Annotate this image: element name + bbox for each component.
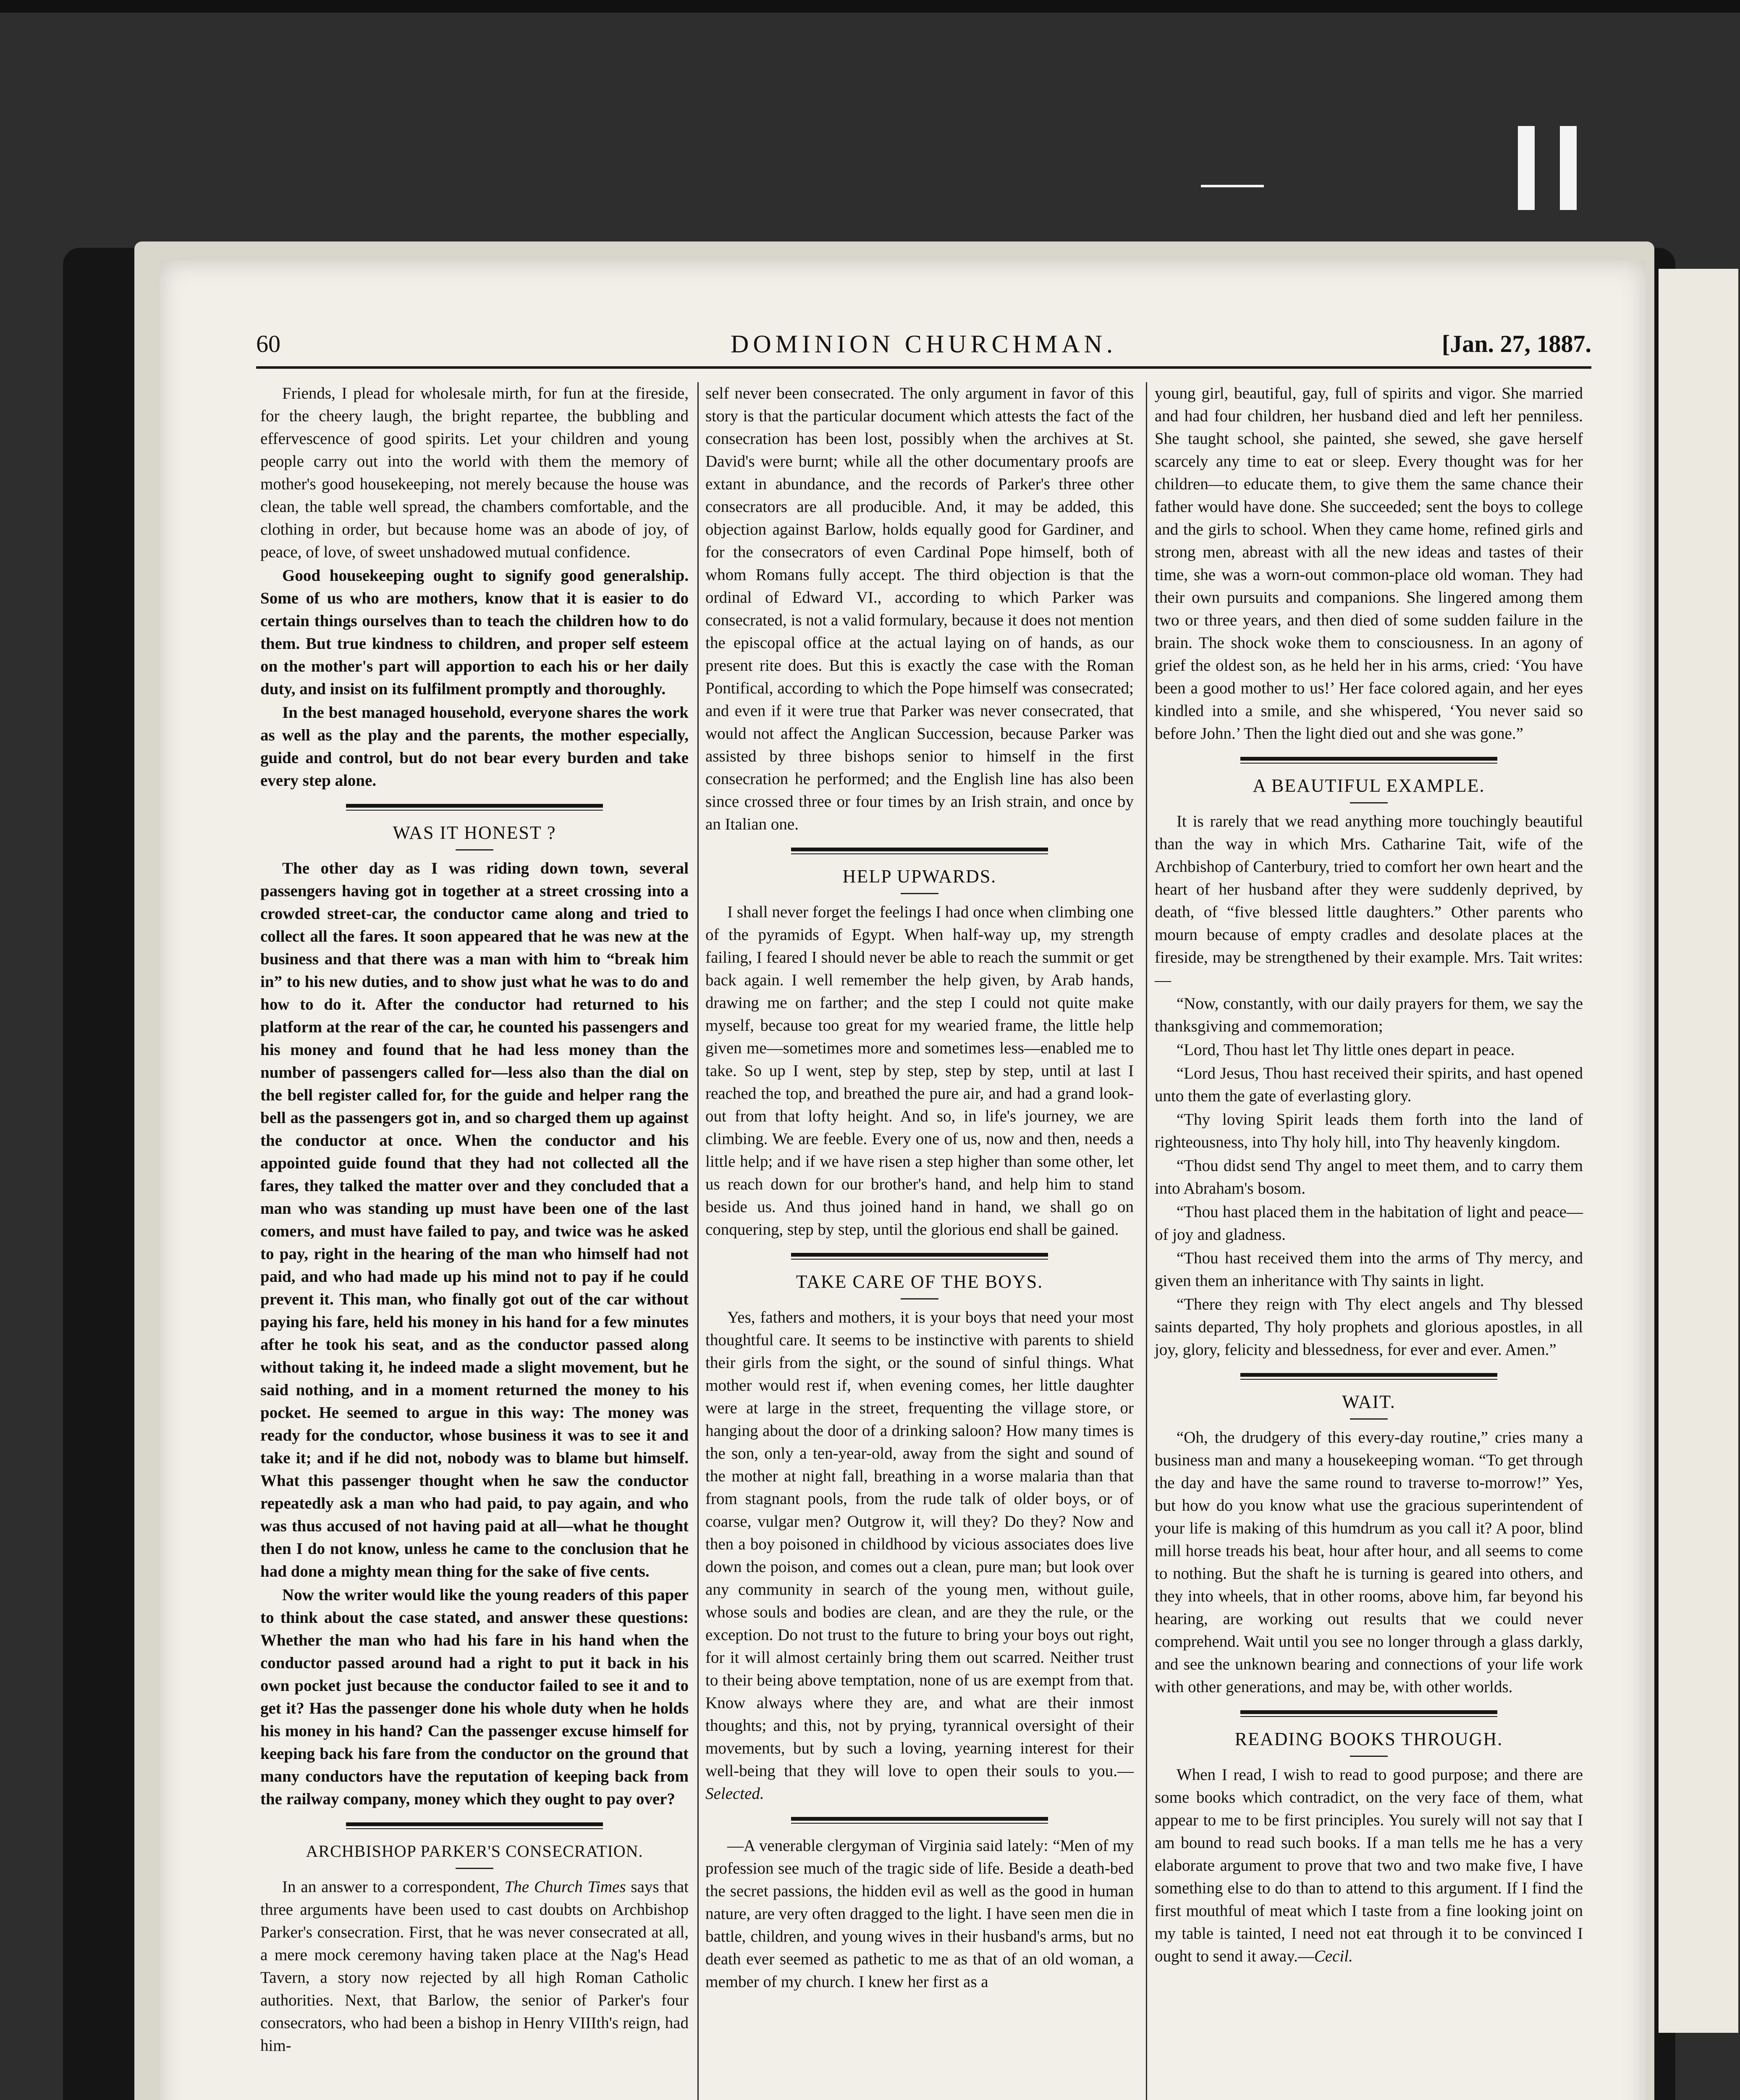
heading-help-upwards: HELP UPWARDS.: [842, 866, 997, 887]
text-run: When I read, I wish to read to good purpose; and there are some books which contradict, on the very face of them, what appear to me to be first principles. You surely will not say that I am bound to read such books. If a man tells me he has a very elaborate argument to prove that two and two make five, I have something else to do than to attend to this argument. If I find the first mouthful of meat which I taste from a fine looking joint on my table is tainted, I need not eat through it to be convinced I ought to send it away.—: [1155, 1766, 1583, 1965]
facing-page-edge: [1659, 269, 1738, 2033]
heading-reading-books-through: READING BOOKS THROUGH.: [1234, 1729, 1503, 1749]
paragraph: —A venerable clergyman of Virginia said lately: “Men of my profession see much of the tragic side of life. Beside a death-bed the secret passions, the hidden evil as well as the good in human nature, are very often dragged to the light. I have seen men die in battle, children, and young wives in their husband's arms, but no death ever seemed as pathetic to me as that of an old woman, a member of my church. I knew her first as a: [705, 1837, 1134, 1991]
quote-line: “There they reign with Thy elect angels and Thy blessed saints departed, Thy holy prophets and glorious apostles, in all joy, glory, felicity and blessedness, for ever and ever. Amen.”: [1155, 1295, 1583, 1359]
quote-line: “Lord, Thou hast let Thy little ones depart in peace.: [1177, 1041, 1515, 1059]
quote-line: “Thou hast placed them in the habitation of light and peace—of joy and gladness.: [1155, 1203, 1583, 1244]
paragraph: In the best managed household, everyone shares the work as well as the play and the parents, the mother especially, guide and control, but do not bear every burden and take every step alone.: [260, 704, 689, 790]
section-separator: [1240, 1373, 1497, 1380]
scan-mark-dash: [1201, 185, 1264, 187]
page-header: [256, 330, 1591, 376]
paragraph: It is rarely that we read anything more touchingly beautiful than the way in which Mrs. Catharine Tait, wife of the Archbishop of Canterbury, tried to comfort her own heart and the heart of her husband after they were suddenly deprived, by death, of “five blessed little daughters.” Other parents who mourn because of empty cradles and desolate places at the fireside, may be strengthened by their example. Mrs. Tait writes:—: [1155, 812, 1583, 989]
heading-underline: [1350, 1418, 1388, 1420]
section-separator: [346, 804, 603, 811]
header-rule: [256, 366, 1591, 369]
paragraph: [705, 1306, 1134, 1805]
signature: Cecil.: [1314, 1947, 1353, 1965]
scan-top-edge: [0, 0, 1740, 13]
section-separator: [346, 1822, 603, 1829]
quote-line: “Thy loving Spirit leads them forth into the land of righteousness, into Thy holy hill, into Thy heavenly kingdom.: [1155, 1110, 1583, 1151]
paragraph: The other day as I was riding down town, several passengers having got in together at a street crossing into a crowded street-car, the conductor came along and tried to collect all the fares. It soon appeared that he was new at the business and that there was a man with him to “break him in” to his new duties, and to show just what he was to do and how to do it. After the conductor had returned to his platform at the rear of the car, he counted his passengers and his money and found that he had less money than the number of passengers called for—less also than the dial on the bell register called for, for the guide and helper rang the bell as the passengers got in, and so charged them up against the conductor at once. When the conductor and his appointed guide found that they had not collected all the fares, they talked the matter over and they concluded that a man who was standing up must have been one of the last comers, and must have failed to pay, and twice was he asked to pay, right in the hearing of the man who himself had not paid, and who had made up his mind not to pay if he could prevent it. This man, who finally got out of the car without paying his fare, held his money in his hand for a few minutes after he took his seat, and as the conductor passed along without taking it, he indeed made a slight movement, but he said nothing, and in a moment returned the money to his pocket. He seemed to argue in this way: The money was ready for the conductor, whose business it was to see it and take it; and if he did not, nobody was to blame but himself. What this passenger thought when he saw the conductor repeatedly ask a man who had paid, to pay again, and who was thus accused of not having paid at all—what he thought then I do not know, unless he came to the conclusion that he had done a mighty mean thing for the sake of five cents.: [260, 859, 689, 1580]
text-run: In an answer to a correspondent,: [282, 1878, 505, 1896]
paragraph: [1155, 1764, 1583, 1968]
column-rule: [1146, 382, 1147, 2100]
paragraph: “Oh, the drudgery of this every-day routine,” cries many a business man and many a housekeeping woman. “To get through the day and have the same round to traverse to-morrow!” Yes, but how do you know what use the gracious superintendent of your life is making of this humdrum as you call it? A poor, blind mill horse treads his beat, hour after hour, and all seems to come to nothing. But the shaft he is turning is geared into others, and they into wheels, that in other rooms, above him, far beyond his hearing, are working out results that we could never comprehend. Wait until you see no longer through a glass darkly, and see the unknown bearing and connections of your life work with other generations, and may be, with other worlds.: [1155, 1428, 1583, 1696]
issue-date: [Jan. 27, 1887.: [1441, 330, 1591, 357]
heading-beautiful-example: A BEAUTIFUL EXAMPLE.: [1253, 775, 1485, 796]
paragraph: young girl, beautiful, gay, full of spirits and vigor. She married and had four children, her husband died and left her penniless. She taught school, she painted, she sewed, she gave herself scarcely any time to eat or sleep. Every thought was for her children—to educate them, to give them the same chance their father would have done. She succeeded; sent the boys to college and the girls to school. When they came home, refined girls and strong men, abreast with all the new ideas and tastes of their time, she was a worn-out common-place old woman. They had their own pursuits and companions. She lingered among them two or three years, and then died of some sudden failure in the brain. The shock woke them to consciousness. In an agony of grief the oldest son, as he held her in his arms, cried: ‘You have been a good mother to us!’ Her face colored again, and her eyes kindled into a smile, and she whispered, ‘You never said so before John.’ Then the light died out and she was gone.”: [1155, 384, 1583, 743]
heading-underline: [456, 1868, 493, 1869]
heading-underline: [456, 849, 493, 850]
column-2: [705, 382, 1134, 1993]
section-separator: [791, 1253, 1048, 1260]
paragraph: self never been consecrated. The only argument in favor of this story is that the particular document which attests the fact of the consecration has been lost, possibly when the archives at St. David's were burnt; while all the other documentary proofs are extant in abundance, and the records of Parker's three other consecrators are all producible. And, it may be added, this objection against Barlow, holds equally good for Gardiner, and for the consecrators of even Cardinal Pope himself, both of whom Romans fully accept. The third objection is that the ordinal of Edward VI., according to which Parker was consecrated, is not a valid formulary, because it does not mention the episcopal office at the actual laying on of hands, as our present rite does. But this is exactly the case with the Roman Pontifical, according to which the Pope himself was consecrated; and even if it were true that Parker was never consecrated, that would not affect the Anglican Succession, because Parker was assisted by three bishops senior to himself in the first consecration he performed; and the English line has also been since crossed three or four times by an Irish strain, and once by an Italian one.: [705, 384, 1134, 833]
paragraph: I shall never forget the feelings I had once when climbing one of the pyramids of Egypt. When half-way up, my strength failing, I feared I should never be able to reach the summit or get back again. I well remember the help given, by Arab hands, drawing me on farther; and the step I could not quite make myself, because too great for my wearied frame, the little help given me—sometimes more and sometimes less—enabled me to take. So up I went, step by step, step by step, until at last I reached the top, and breathed the pure air, and had a grand look-out from that lofty height. And so, in life's journey, we are climbing. We are feeble. Every one of us, now and then, needs a little help; and if we have risen a step higher than some other, let us reach down for our brother's hand, and help him to stand beside us. And thus joined hand in hand, we shall go on conquering, step by step, until the glorious end shall be gained.: [705, 903, 1134, 1239]
column-1: [260, 382, 689, 2057]
section-separator: [1240, 757, 1497, 764]
section-separator: [791, 848, 1048, 854]
column-rule: [697, 382, 699, 2100]
quote-line: “Thou hast received them into the arms of Thy mercy, and given them an inheritance with Thy saints in light.: [1155, 1249, 1583, 1290]
section-separator: [1240, 1710, 1497, 1717]
text-run: Yes, fathers and mothers, it is your boys that need your most thoughtful care. It seems to be instinctive with parents to shield their girls from the sight, or the sound of sinful things. What mother would rest if, when evening comes, her little daughter were at large in the street, frequenting the village store, or hanging about the door of a drinking saloon? How many times is the son, only a ten-year-old, away from the sight and sound of the mother at night fall, breathing in a worse malaria than that from stagnant pools, from the rude talk of older boys, or of coarse, vulgar men? Outgrow it, will they? Do they? Now and then a boy poisoned in childhood by vicious associates does live down the poison, and comes out a clean, pure man; but look over any community in search of the young men, without guile, whose souls and bodies are clean, and are they the rule, or the exception. Do not trust to the future to bring your boys out right, for it will almost certainly bring them out scarred. Neither trust to their being above temptation, none of us are exempt from that. Know always where they are, and what are their inmost thoughts; and this, not by prying, tyrannical oversight of their movements, but by such a loving, yearning interest for their well-being that they will love to open their souls to you.—: [705, 1308, 1134, 1780]
section-separator: [791, 1817, 1048, 1824]
heading-underline: [1350, 802, 1388, 803]
newspaper-page: [160, 260, 1646, 2100]
heading-wait: WAIT.: [1342, 1391, 1396, 1412]
signature: Selected.: [705, 1785, 764, 1803]
text-run: says that three arguments have been used to cast doubts on Archbishop Parker's consecration. First, that he was never consecrated at all, a mere mock ceremony having taken place at the Nag's Head Tavern, a story now rejected by all high Roman Catholic authorities. Next, that Barlow, the senior of Parker's four consecrators, who had been a bishop in Henry VIIIth's reign, had him-: [260, 1878, 689, 2055]
scan-mark-bar-2: [1560, 126, 1577, 210]
quote-line: “Now, constantly, with our daily prayers for them, we say the thanksgiving and commemoration;: [1155, 995, 1583, 1035]
quote-line: “Thou didst send Thy angel to meet them, and to carry them into Abraham's bosom.: [1155, 1157, 1583, 1197]
page-number: 60: [256, 330, 280, 357]
heading-was-it-honest: WAS IT HONEST ?: [393, 822, 556, 843]
heading-underline: [901, 1298, 938, 1299]
publication-name: The Church Times: [504, 1878, 626, 1896]
paragraph: Now the writer would like the young readers of this paper to think about the case stated, and answer these questions: Whether the man who had his fare in his hand when the conductor passed around had a right to put it back in his own pocket just because the conductor failed to see it and to get it? Has the passenger done his whole duty when he holds his money in his hand? Can the passenger excuse himself for keeping back his fare from the conductor on the ground that many conductors have the reputation of keeping back from the railway company, money which they ought to pay over?: [260, 1586, 689, 1808]
heading-underline: [1350, 1756, 1388, 1757]
paragraph: Friends, I plead for wholesale mirth, for fun at the fireside, for the cheery laugh, the bright repartee, the bubbling and effervescence of good spirits. Let your children and young people carry out into the world with them the memory of mother's good housekeeping, not merely because the house was clean, the table well spread, the chambers comfortable, and the clothing in order, but because home was an abode of joy, of peace, of love, of sweet unshadowed mutual confidence.: [260, 384, 689, 561]
heading-take-care-of-boys: TAKE CARE OF THE BOYS.: [796, 1271, 1043, 1292]
column-3: [1155, 382, 1583, 1968]
heading-underline: [901, 893, 938, 894]
scan-mark-bar-1: [1518, 126, 1535, 210]
quote-line: “Lord Jesus, Thou hast received their spirits, and hast opened unto them the gate of everlasting glory.: [1155, 1064, 1583, 1105]
paragraph: [260, 1876, 689, 2057]
paper-title: DOMINION CHURCHMAN.: [730, 330, 1117, 358]
heading-parker-consecration: ARCHBISHOP PARKER'S CONSECRATION.: [306, 1842, 643, 1861]
paragraph: Good housekeeping ought to signify good generalship. Some of us who are mothers, know that it is easier to do certain things ourselves than to teach the children how to do them. But true kindness to children, and proper self esteem on the mother's part will apportion to each his or her daily duty, and insist on its fulfilment promptly and thoroughly.: [260, 567, 689, 698]
